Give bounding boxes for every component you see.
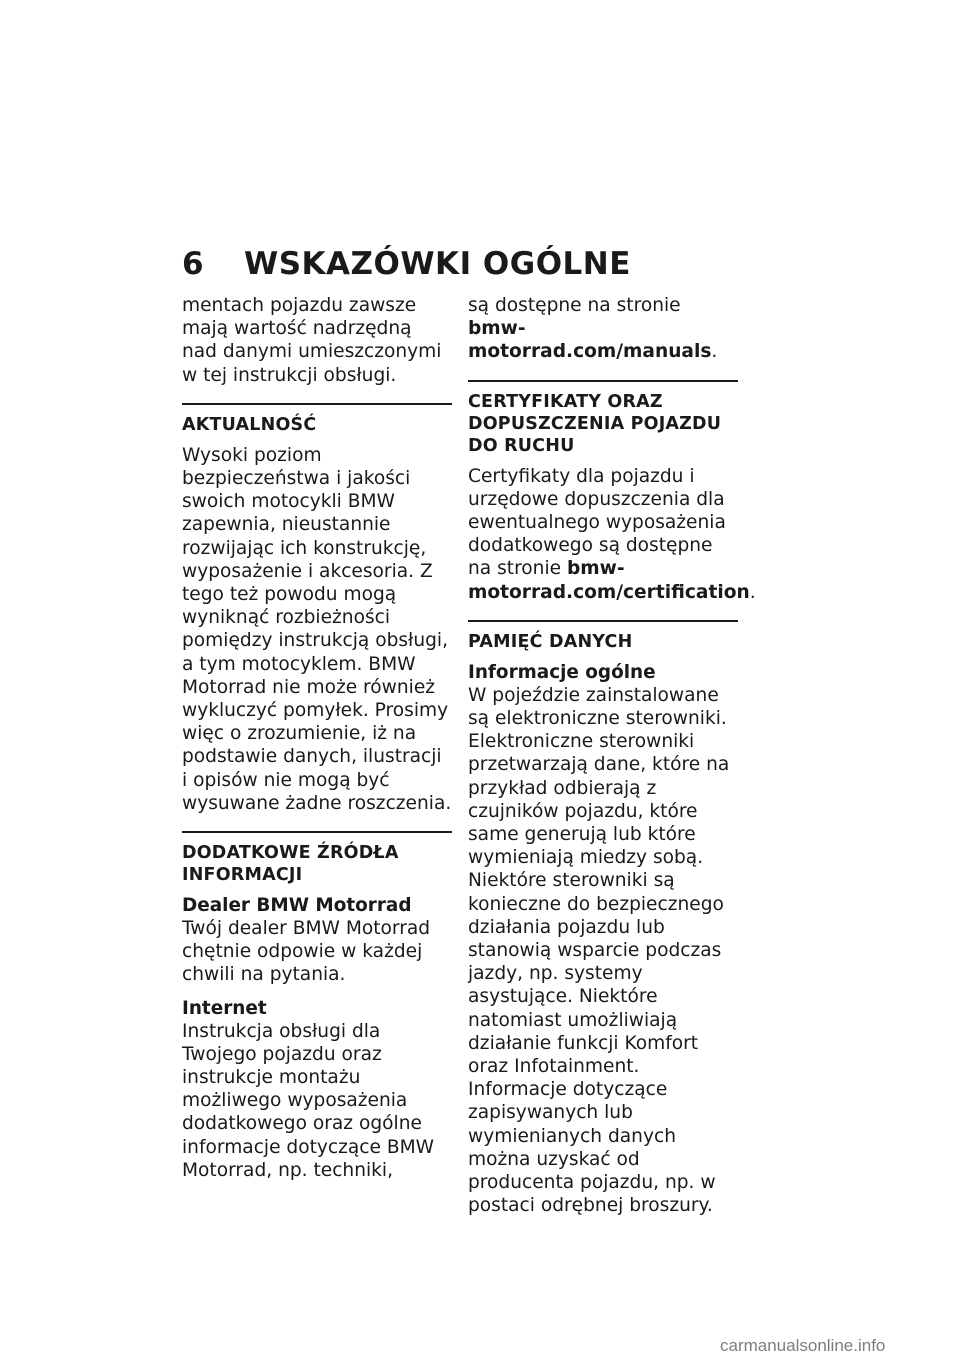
manuals-link[interactable]: bmw-motorrad.com/manuals bbox=[468, 318, 712, 363]
chapter-number: 6 bbox=[182, 246, 205, 282]
internet-body: Instrukcja obsługi dla Twojego pojazdu oraz instrukcje montażu możliwego wyposażenia dodatkowego oraz ogólne informacje dotyczące BMW Motorrad, np. techniki, bbox=[182, 1020, 435, 1181]
dealer-body: Twój dealer BMW Motorrad chętnie odpowie w każdej chwili na pytania. bbox=[182, 918, 431, 986]
watermark: carmanualsonline.info bbox=[720, 1336, 886, 1355]
section-heading-pamiec: PAMIĘĆ DANYCH bbox=[468, 631, 633, 652]
chapter-title: WSKAZÓWKI OGÓLNE bbox=[244, 246, 631, 282]
internet-title: Internet bbox=[182, 997, 267, 1019]
section-heading-certyfikaty: CERTYFIKATY ORAZ DOPUSZCZENIA POJAZDU DO RUCHU bbox=[468, 391, 722, 456]
section-divider bbox=[182, 403, 452, 405]
section-divider bbox=[182, 831, 452, 833]
section-heading-aktualnosc: AKTUALNOŚĆ bbox=[182, 414, 317, 435]
section-certyfikaty bbox=[468, 380, 756, 604]
manuals-end: . bbox=[711, 341, 718, 363]
manuals-text: są dostępne na stronie bbox=[468, 295, 681, 316]
certyfikaty-end: . bbox=[749, 581, 756, 603]
chapter-heading bbox=[182, 244, 631, 284]
section-divider bbox=[468, 380, 738, 382]
certyfikaty-text: Certyfikaty dla pojazdu i urzędowe dopuszczenia dla ewentualnego wyposażenia dodatkowego są dostępne na stronie bbox=[468, 465, 726, 580]
certification-link[interactable]: bmw-motorrad.com/certification bbox=[468, 558, 750, 603]
intro-paragraph: mentach pojazdu zawsze mają wartość nadrzędną nad danymi umieszczonymi w tej instrukcji obsługi. bbox=[182, 295, 442, 386]
manuals-paragraph bbox=[468, 294, 738, 364]
dealer-title: Dealer BMW Motorrad bbox=[182, 895, 412, 917]
certyfikaty-body bbox=[468, 465, 756, 604]
section-divider bbox=[468, 620, 738, 622]
left-column bbox=[182, 294, 452, 1182]
section-pamiec-danych bbox=[468, 620, 738, 1218]
subsection-dealer bbox=[182, 894, 452, 987]
section-heading-zrodla: DODATKOWE ŹRÓDŁA INFORMACJI bbox=[182, 843, 399, 886]
pamiec-subtitle: Informacje ogólne bbox=[468, 661, 656, 683]
subsection-internet bbox=[182, 997, 452, 1182]
right-column bbox=[468, 294, 756, 1218]
section-dodatkowe-zrodla bbox=[182, 831, 452, 1182]
pamiec-body: W pojeździe zainstalowane są elektroniczne sterowniki. Elektroniczne sterowniki przetwarzają dane, które na przykład odbierają z czujników pojazdu, które same generują lub które wymieniają miedzy sobą. Niektóre sterowniki są konieczne do bezpiecznego działania pojazdu lub stanowią wsparcie podczas jazdy, np. systemy asystujące. Niektóre natomiast umożliwiają działanie funkcji Komfort oraz Infotainment. Informacje dotyczące zapisywanych lub wymienianych danych można uzyskać od producenta pojazdu, np. w postaci odrębnej broszury. bbox=[468, 684, 730, 1217]
section-aktualnosc bbox=[182, 403, 452, 815]
aktualnosc-body: Wysoki poziom bezpieczeństwa i jakości swoich motocykli BMW zapewnia, nieustannie rozwijając ich konstrukcję, wyposażenie i akcesoria. Z tego też powodu mogą wyniknąć rozbieżności pomiędzy instrukcją obsługi, a tym motocyklem. BMW Motorrad nie może również wykluczyć pomyłek. Prosimy więc o zrozumienie, iż na podstawie danych, ilustracji i opisów nie mogą być wysuwane żadne roszczenia. bbox=[182, 444, 452, 814]
